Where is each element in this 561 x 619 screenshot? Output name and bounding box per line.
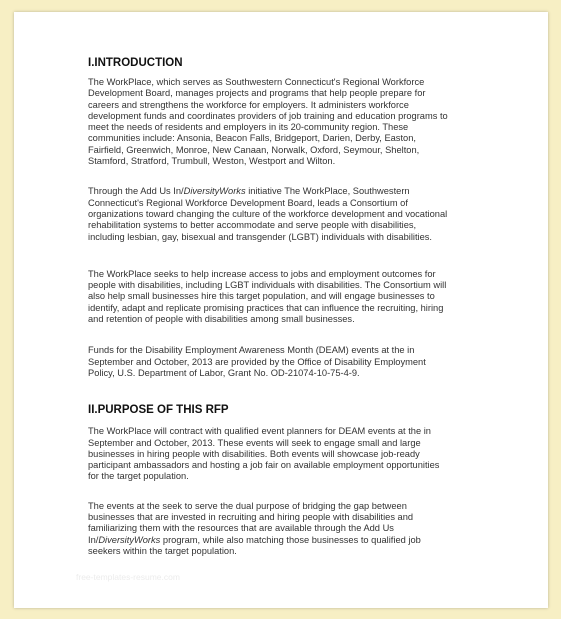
text-line: people with disabilities, including LGBT individuals with disabilities. The Consortium will bbox=[88, 280, 447, 291]
watermark: free-templates-resume.com bbox=[76, 572, 180, 582]
text-line: businesses that are invested in recruiting and hiring people with disabilities and bbox=[88, 512, 414, 523]
intro-paragraph-4 bbox=[88, 345, 488, 379]
text-line: and retention of people with disabilities among small businesses. bbox=[88, 314, 355, 325]
text-line: careers and strengthens the workforce for employers. It administers workforce bbox=[88, 99, 409, 110]
text-line: familiarizing them with the resources that are available through the Add Us bbox=[88, 523, 394, 534]
text-line: organizations toward changing the culture of the workforce development and vocational bbox=[88, 208, 448, 219]
text-segment: Through the Add Us In/ bbox=[88, 186, 184, 197]
intro-paragraph-1 bbox=[88, 77, 488, 167]
text-line: businesses in hiring people with disabilities. Both events will showcase job-ready bbox=[88, 448, 420, 459]
text-line: The WorkPlace seeks to help increase access to jobs and employment outcomes for bbox=[88, 268, 436, 279]
text-line: Stamford, Stratford, Trumbull, Weston, Westport and Wilton. bbox=[88, 156, 336, 167]
purpose-paragraph-1 bbox=[88, 426, 488, 482]
introduction-heading: I.INTRODUCTION bbox=[88, 57, 183, 69]
text-line: The WorkPlace, which serves as Southwestern Connecticut's Regional Workforce bbox=[88, 77, 425, 87]
text-segment: initiative The WorkPlace, Southwestern bbox=[245, 186, 410, 197]
text-line: Connecticut's Regional Workforce Development Board, leads a Consortium of bbox=[88, 197, 408, 208]
text-line: The WorkPlace will contract with qualified event planners for DEAM events at the in bbox=[88, 426, 431, 437]
text-line: Fairfield, Greenwich, Monroe, New Canaan, Norwalk, Oxford, Seymour, Shelton, bbox=[88, 144, 420, 155]
text-line: including lesbian, gay, bisexual and transgender (LGBT) individuals with disabilities. bbox=[88, 231, 432, 242]
text-line: development funds and coordinates providers of job training and education programs to bbox=[88, 110, 448, 121]
document-content bbox=[88, 56, 488, 557]
text-line: identify, adapt and replicate promising practices that can influence the recruiting, hiring bbox=[88, 302, 444, 313]
purpose-paragraph-2 bbox=[88, 501, 488, 557]
intro-paragraph-3 bbox=[88, 269, 488, 325]
text-line: September and October, 2013. These events will seek to engage small and large bbox=[88, 437, 421, 448]
text-line: Policy, U.S. Department of Labor, Grant No. OD-21074-10-75-4-9. bbox=[88, 367, 360, 378]
text-line: Development Board, manages projects and programs that help people prepare for bbox=[88, 88, 426, 99]
text-line: for the target population. bbox=[88, 471, 189, 482]
purpose-heading: II.PURPOSE OF THIS RFP bbox=[88, 404, 229, 417]
text-line bbox=[88, 186, 488, 197]
initiative-name: DiversityWorks bbox=[183, 186, 246, 197]
text-line bbox=[88, 535, 488, 546]
text-line: participant ambassadors and hosting a job fair on available employment opportunities bbox=[88, 460, 440, 471]
text-line: rehabilitation systems to better accommodate and serve people with disabilities, bbox=[88, 220, 417, 231]
text-line: also help small businesses hire this target population, and will engage businesses to bbox=[88, 291, 435, 302]
text-line: meet the needs of residents and employers in its 20-community region. These bbox=[88, 122, 409, 133]
text-line: The events at the seek to serve the dual purpose of bridging the gap between bbox=[88, 500, 407, 511]
text-line: September and October, 2013 are provided by the Office of Disability Employment bbox=[88, 356, 426, 367]
text-line: communities include: Ansonia, Beacon Falls, Bridgeport, Darien, Derby, Easton, bbox=[88, 133, 416, 144]
document-page bbox=[14, 12, 548, 608]
text-line: Funds for the Disability Employment Awareness Month (DEAM) events at the in bbox=[88, 345, 415, 356]
text-segment: In/ bbox=[88, 534, 99, 545]
initiative-name: DiversityWorks bbox=[98, 534, 161, 545]
text-segment: program, while also matching those businesses to qualified job bbox=[160, 534, 421, 545]
intro-paragraph-2 bbox=[88, 186, 488, 242]
text-line: seekers within the target population. bbox=[88, 545, 237, 556]
